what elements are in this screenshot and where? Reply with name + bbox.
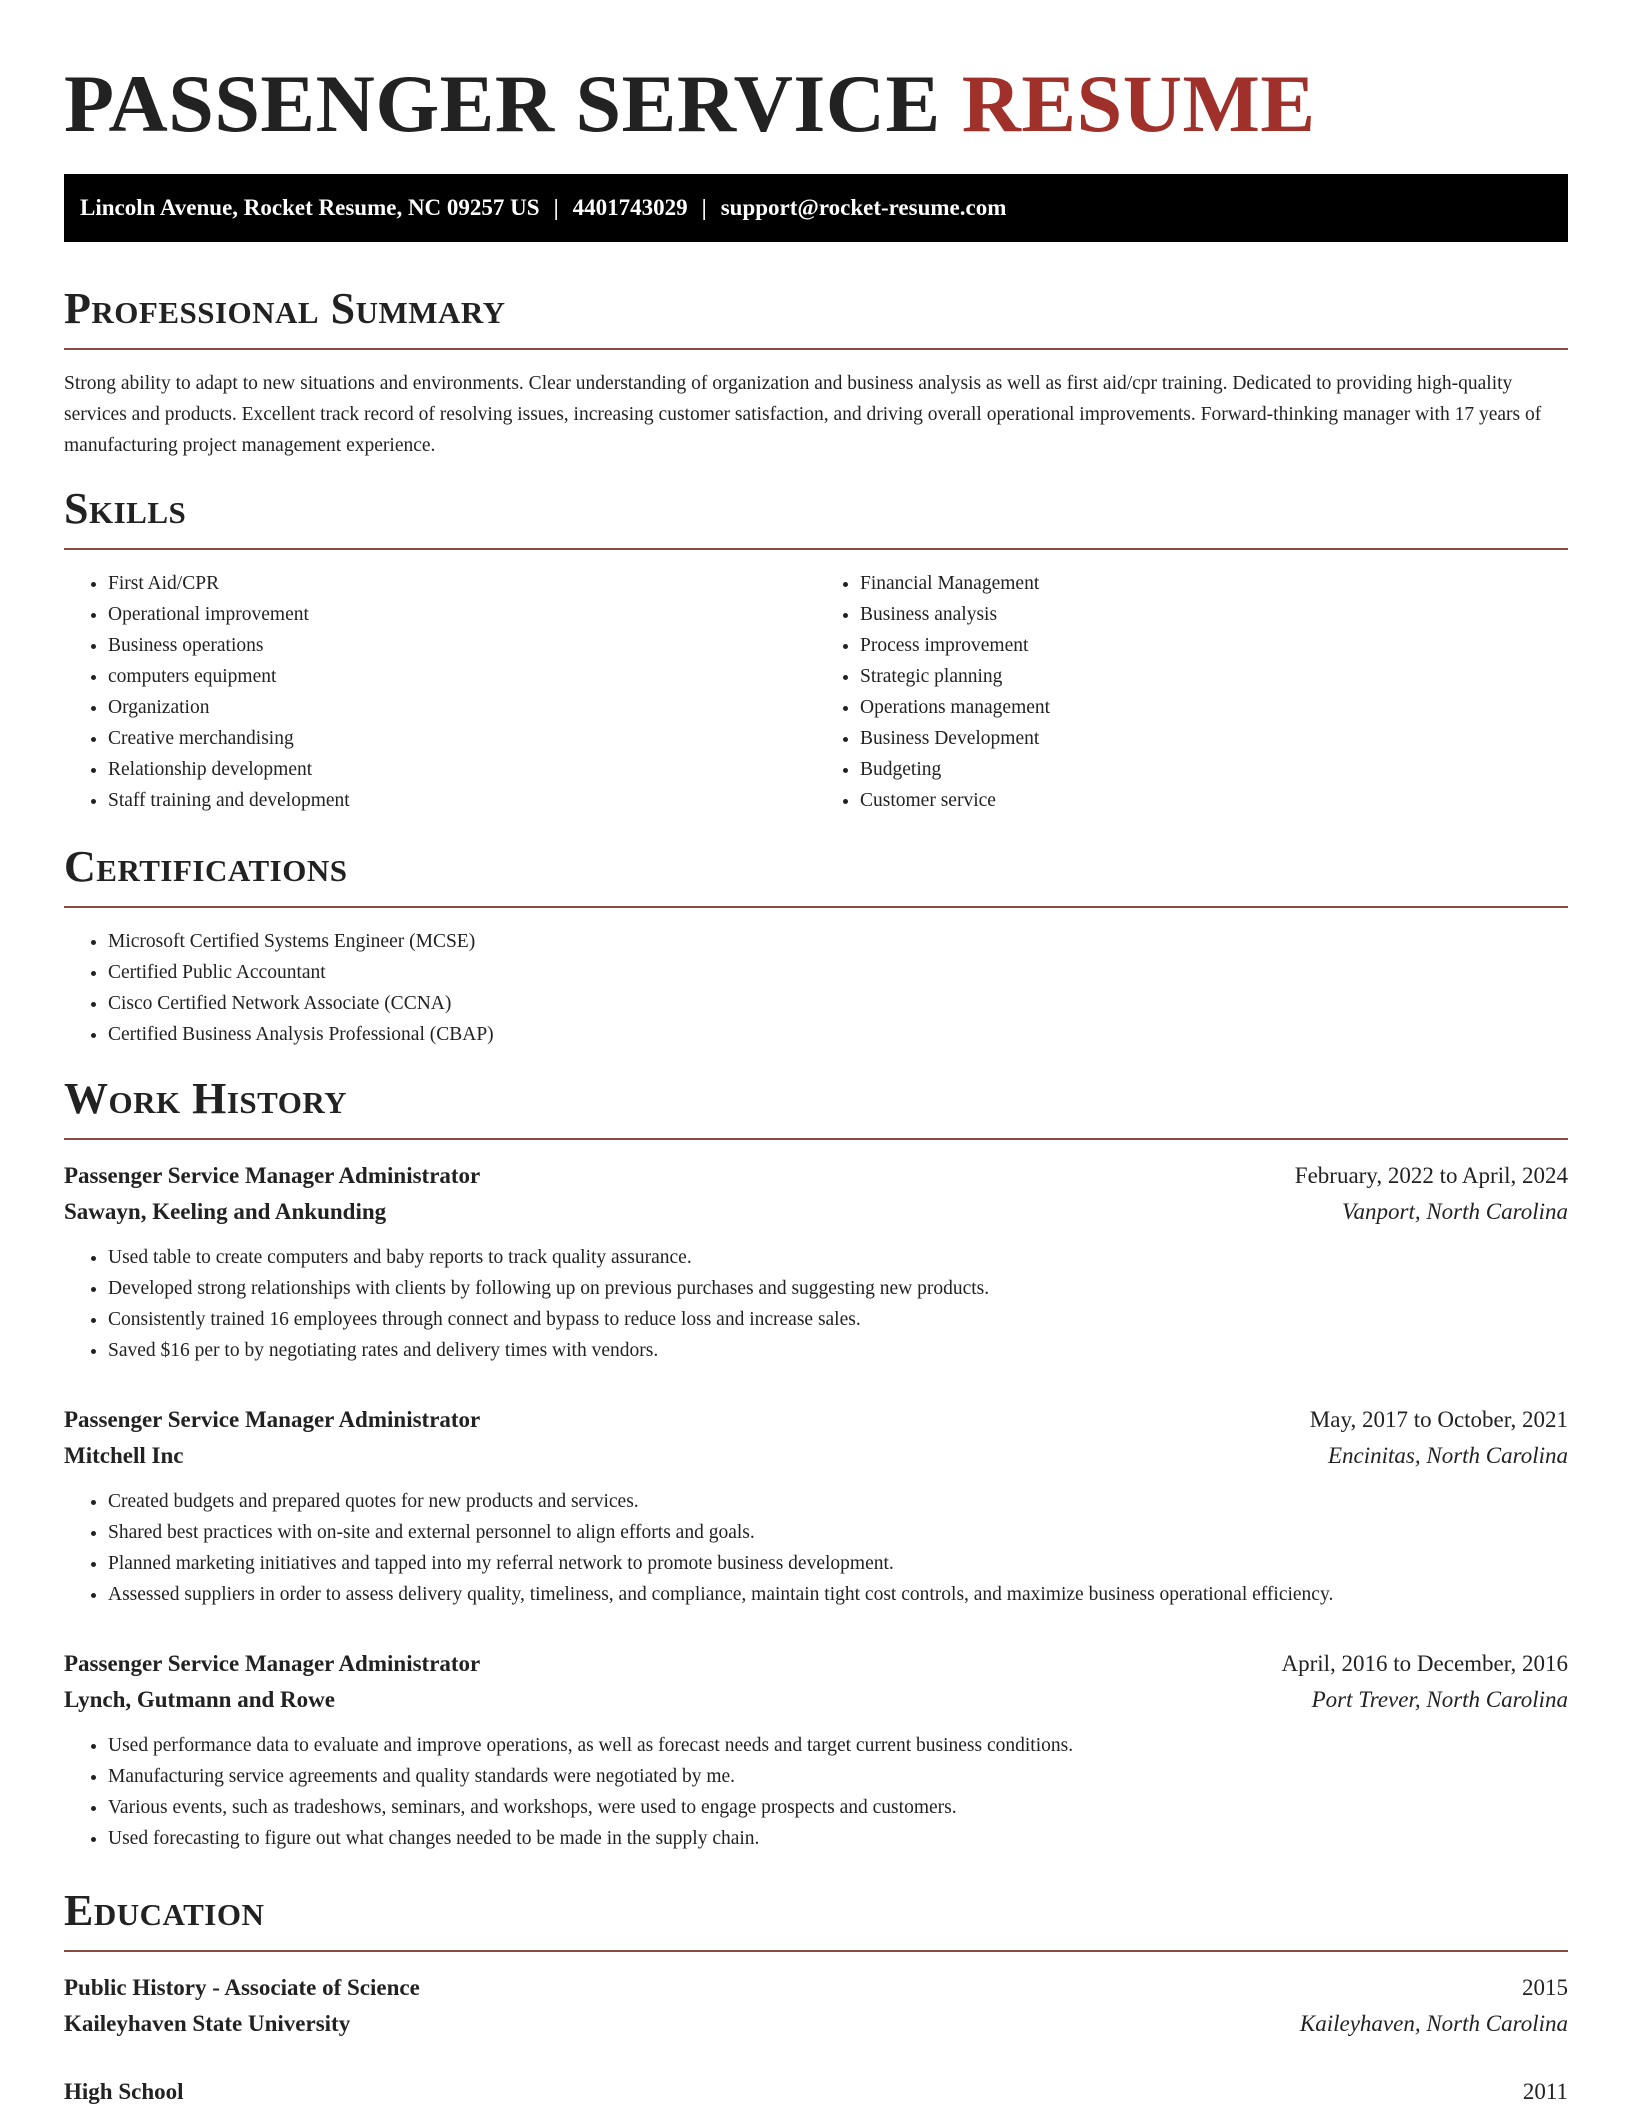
job-bullet: • Created budgets and prepared quotes for new products and services. (108, 1486, 1568, 1517)
skill-item: • Process improvement (860, 630, 1568, 661)
summary-text: Strong ability to adapt to new situations and environments. Clear understanding of organization and business analysis as well as first aid/cpr training. Dedicated to providing high-quality services and products. Excellent track record of resolving issues, increasing customer satisfaction, and driving overall operational improvements. Forward-thinking manager with 17 years of manufacturing project management experience. (64, 373, 1542, 456)
job-bullets (64, 1730, 1568, 1854)
job-bullet: • Used table to create computers and baby reports to track quality assurance. (108, 1242, 1568, 1273)
job-location: Vanport, North Carolina (1342, 1199, 1568, 1224)
contact-address: Lincoln Avenue, Rocket Resume, NC 09257 US (80, 195, 540, 220)
resume-title (64, 0, 1568, 150)
job-bullet: • Assessed suppliers in order to assess delivery quality, timeliness, and compliance, maintain tight cost controls, and maximize business operational efficiency. (108, 1579, 1568, 1610)
job-bullet: • Developed strong relationships with clients by following up on previous purchases and suggesting new products. (108, 1273, 1568, 1304)
skill-item: • Strategic planning (860, 661, 1568, 692)
job-dates: May, 2017 to October, 2021 (1309, 1407, 1568, 1432)
education-entry (64, 1970, 1568, 2042)
skill-item: • Financial Management (860, 568, 1568, 599)
section-divider (64, 1950, 1568, 1952)
skill-item: • Staff training and development (108, 785, 816, 816)
job-title: Passenger Service Manager Administrator (64, 1407, 481, 1432)
section-divider (64, 906, 1568, 908)
skills-list-right (816, 568, 1568, 816)
skill-item: • Business analysis (860, 599, 1568, 630)
skills-section (64, 484, 1568, 816)
contact-separator: | (701, 195, 707, 220)
skill-item: • First Aid/CPR (108, 568, 816, 599)
education-location: Kaileyhaven, North Carolina (1299, 2011, 1568, 2036)
section-divider (64, 348, 1568, 350)
job-bullets (64, 1242, 1568, 1366)
job-dates: February, 2022 to April, 2024 (1294, 1163, 1568, 1188)
job-entry (64, 1158, 1568, 1366)
job-dates: April, 2016 to December, 2016 (1281, 1651, 1568, 1676)
certification-item: • Cisco Certified Network Associate (CCNA) (108, 988, 1568, 1019)
section-title-work-history: Work History (64, 1074, 348, 1123)
skill-item: • Business Development (860, 723, 1568, 754)
job-bullets (64, 1486, 1568, 1610)
certification-item: • Microsoft Certified Systems Engineer (MCSE) (108, 926, 1568, 957)
job-bullet: • Shared best practices with on-site and external personnel to align efforts and goals. (108, 1517, 1568, 1548)
job-company: Mitchell Inc (64, 1443, 184, 1468)
job-bullet: • Various events, such as tradeshows, seminars, and workshops, were used to engage prospects and customers. (108, 1792, 1568, 1823)
contact-email[interactable]: support@rocket-resume.com (720, 195, 1007, 220)
skill-item: • Operational improvement (108, 599, 816, 630)
skill-item: • Operations management (860, 692, 1568, 723)
job-bullet: • Used forecasting to figure out what changes needed to be made in the supply chain. (108, 1823, 1568, 1854)
section-title-summary: Professional Summary (64, 284, 506, 333)
job-title: Passenger Service Manager Administrator (64, 1651, 481, 1676)
summary-section (64, 284, 1568, 461)
job-bullet: • Planned marketing initiatives and tapped into my referral network to promote business development. (108, 1548, 1568, 1579)
contact-phone: 4401743029 (572, 195, 688, 220)
skill-item: • computers equipment (108, 661, 816, 692)
education-section (64, 1886, 1568, 1952)
education-degree: High School (64, 2079, 184, 2104)
skill-item: • Relationship development (108, 754, 816, 785)
skills-grid (64, 550, 1568, 816)
education-entry (64, 2074, 1568, 2110)
certifications-section (64, 842, 1568, 1050)
education-year: 2011 (1522, 2079, 1568, 2104)
job-location: Encinitas, North Carolina (1327, 1443, 1568, 1468)
job-entry (64, 1646, 1568, 1854)
section-title-education: Education (64, 1886, 265, 1935)
skills-list-left (64, 568, 816, 816)
job-company: Lynch, Gutmann and Rowe (64, 1687, 335, 1712)
job-location: Port Trever, North Carolina (1311, 1687, 1568, 1712)
contact-bar (64, 174, 1568, 242)
certification-item: • Certified Public Accountant (108, 957, 1568, 988)
section-title-skills: Skills (64, 484, 187, 533)
certification-item: • Certified Business Analysis Professional (CBAP) (108, 1019, 1568, 1050)
skill-item: • Business operations (108, 630, 816, 661)
job-title: Passenger Service Manager Administrator (64, 1163, 481, 1188)
work-history-section (64, 1074, 1568, 1140)
job-bullet: • Saved $16 per to by negotiating rates and delivery times with vendors. (108, 1335, 1568, 1366)
skill-item: • Customer service (860, 785, 1568, 816)
section-divider (64, 1138, 1568, 1140)
education-year: 2015 (1522, 1975, 1568, 2000)
section-title-certifications: Certifications (64, 842, 348, 891)
education-degree: Public History - Associate of Science (64, 1975, 420, 2000)
job-bullet: • Consistently trained 16 employees through connect and bypass to reduce loss and increase sales. (108, 1304, 1568, 1335)
skill-item: • Organization (108, 692, 816, 723)
job-entry (64, 1402, 1568, 1610)
title-main: PASSENGER SERVICE (64, 58, 941, 149)
skill-item: • Creative merchandising (108, 723, 816, 754)
job-company: Sawayn, Keeling and Ankunding (64, 1199, 387, 1224)
job-bullet: • Manufacturing service agreements and quality standards were negotiated by me. (108, 1761, 1568, 1792)
title-accent: RESUME (961, 58, 1316, 149)
certifications-list (64, 926, 1568, 1050)
education-school: Kaileyhaven State University (64, 2011, 351, 2036)
job-bullet: • Used performance data to evaluate and improve operations, as well as forecast needs and target current business conditions. (108, 1730, 1568, 1761)
skill-item: • Budgeting (860, 754, 1568, 785)
contact-separator: | (553, 195, 559, 220)
